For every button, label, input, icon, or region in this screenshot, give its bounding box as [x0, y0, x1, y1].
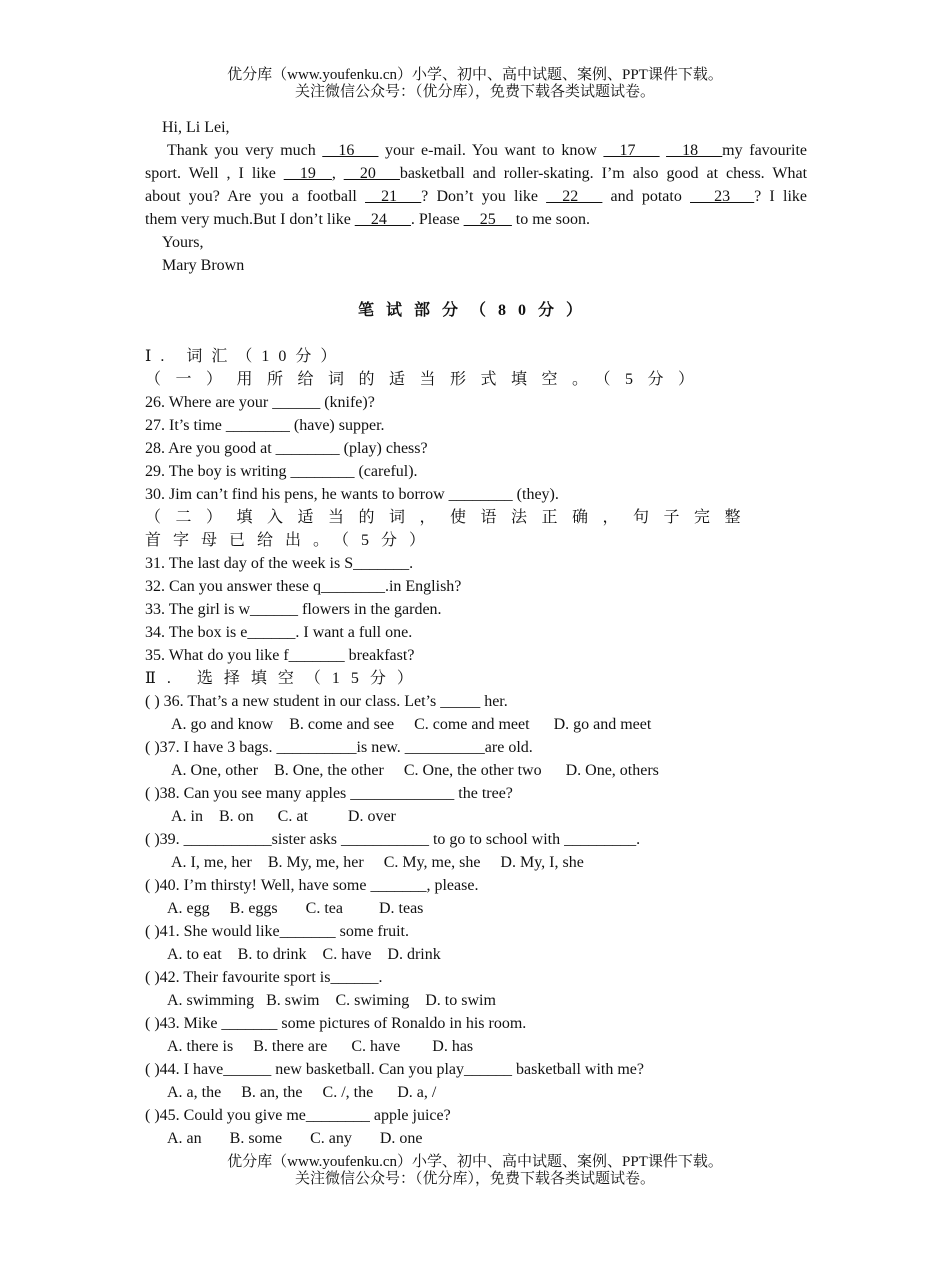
- options-40: A. egg B. eggs C. tea D. teas: [167, 900, 424, 917]
- question-45: ( )45. Could you give me________ apple juice?: [145, 1107, 451, 1124]
- text: ? I like: [754, 188, 807, 205]
- text: to me soon.: [511, 211, 590, 228]
- question-36: ( ) 36. That’s a new student in our class. Let’s _____ her.: [145, 693, 508, 710]
- letter-line-1: [145, 139, 807, 162]
- choice-section: [145, 667, 807, 1150]
- question-32: 32. Can you answer these q________.in English?: [145, 578, 462, 595]
- footer-line-2: 关注微信公众号：（优分库），免费下载各类试题试卷。: [294, 1171, 655, 1187]
- options-38: A. in B. on C. at D. over: [171, 808, 396, 825]
- options-36: A. go and know B. come and see C. come and meet D. go and meet: [171, 716, 652, 733]
- text: about you? Are you a football: [145, 188, 366, 205]
- text: my favourite: [722, 142, 808, 159]
- text: sport. Well , I like: [145, 165, 284, 182]
- question-26: 26. Where are your ______ (knife)?: [145, 394, 375, 411]
- question-38: ( )38. Can you see many apples _____________ the tree?: [145, 785, 513, 802]
- blank-24: __24___: [354, 211, 411, 228]
- options-44: A. a, the B. an, the C. /, the D. a, /: [167, 1084, 437, 1101]
- letter-signature: Mary Brown: [162, 257, 245, 274]
- question-27: 27. It’s time ________ (have) supper.: [145, 417, 385, 434]
- blank-20: __20___: [343, 165, 400, 182]
- text: and potato: [602, 188, 691, 205]
- text: them very much.But I don’t like: [145, 211, 355, 228]
- vocab-part2-title: （二）填入适当的词，使语法正确，句子完整: [145, 509, 756, 526]
- text: ,: [331, 165, 344, 182]
- question-28: 28. Are you good at ________ (play) chess?: [145, 440, 428, 457]
- choice-title: Ⅱ. 选择填空（15分）: [145, 670, 424, 687]
- question-30: 30. Jim can’t find his pens, he wants to borrow ________ (they).: [145, 486, 559, 503]
- header-line-2: 关注微信公众号：（优分库），免费下载各类试题试卷。: [294, 84, 655, 100]
- page-footer: [0, 1154, 950, 1188]
- letter-line-4: [145, 208, 807, 231]
- vocab-title: Ⅰ. 词汇（10分）: [145, 348, 346, 365]
- options-39: A. I, me, her B. My, me, her C. My, me, she D. My, I, she: [171, 854, 584, 871]
- question-29: 29. The boy is writing ________ (careful).: [145, 463, 418, 480]
- question-34: 34. The box is e______. I want a full one.: [145, 624, 413, 641]
- letter-line-3: [145, 185, 807, 208]
- question-41: ( )41. She would like_______ some fruit.: [145, 923, 409, 940]
- question-35: 35. What do you like f_______ breakfast?: [145, 647, 415, 664]
- letter-line-2: [145, 162, 807, 185]
- blank-18: __18___: [666, 142, 723, 159]
- blank-16: __16___: [322, 142, 379, 159]
- blank-22: __22___: [546, 188, 603, 205]
- letter-closing: Yours,: [162, 234, 204, 251]
- blank-21: __21___: [365, 188, 422, 205]
- vocab-part2-title-cont: 首字母已给出。（5分）: [145, 532, 438, 549]
- options-43: A. there is B. there are C. have D. has: [167, 1038, 474, 1055]
- options-45: A. an B. some C. any D. one: [167, 1130, 423, 1147]
- text: Thank you very much: [167, 142, 323, 159]
- text: basketball and roller-skating. I’m also good at chess. What: [399, 165, 808, 182]
- page-body: [145, 116, 807, 1150]
- letter: [145, 116, 807, 277]
- question-31: 31. The last day of the week is S_______.: [145, 555, 414, 572]
- text: your e-mail. You want to know: [378, 142, 604, 159]
- question-37: ( )37. I have 3 bags. __________is new. __________are old.: [145, 739, 533, 756]
- options-37: A. One, other B. One, the other C. One, the other two D. One, others: [171, 762, 659, 779]
- blank-23: ___23___: [690, 188, 755, 205]
- blank-25: __25__: [463, 211, 512, 228]
- question-33: 33. The girl is w______ flowers in the garden.: [145, 601, 442, 618]
- question-43: ( )43. Mike _______ some pictures of Ronaldo in his room.: [145, 1015, 527, 1032]
- question-44: ( )44. I have______ new basketball. Can you play______ basketball with me?: [145, 1061, 644, 1078]
- vocab-part1-title: （一）用所给词的适当形式填空。（5分）: [145, 371, 709, 388]
- written-section-title: 笔试部分（80分）: [357, 302, 594, 319]
- blank-17: __17___: [603, 142, 660, 159]
- options-42: A. swimming B. swim C. swiming D. to swim: [167, 992, 496, 1009]
- text: ? Don’t you like: [421, 188, 547, 205]
- options-41: A. to eat B. to drink C. have D. drink: [167, 946, 441, 963]
- question-39: ( )39. ___________sister asks ___________ to go to school with _________.: [145, 831, 641, 848]
- question-42: ( )42. Their favourite sport is______.: [145, 969, 383, 986]
- letter-greeting: Hi, Li Lei,: [162, 119, 230, 136]
- question-40: ( )40. I’m thirsty! Well, have some _______, please.: [145, 877, 479, 894]
- vocab-section: [145, 345, 807, 667]
- text: . Please: [410, 211, 464, 228]
- blank-19: __19__: [283, 165, 332, 182]
- footer-line-1: 优分库（www.youfenku.cn）小学、初中、高中试题、案例、PPT课件下载。: [227, 1154, 723, 1170]
- header-line-1: 优分库（www.youfenku.cn）小学、初中、高中试题、案例、PPT课件下载。: [227, 67, 723, 83]
- page-header: [0, 67, 950, 101]
